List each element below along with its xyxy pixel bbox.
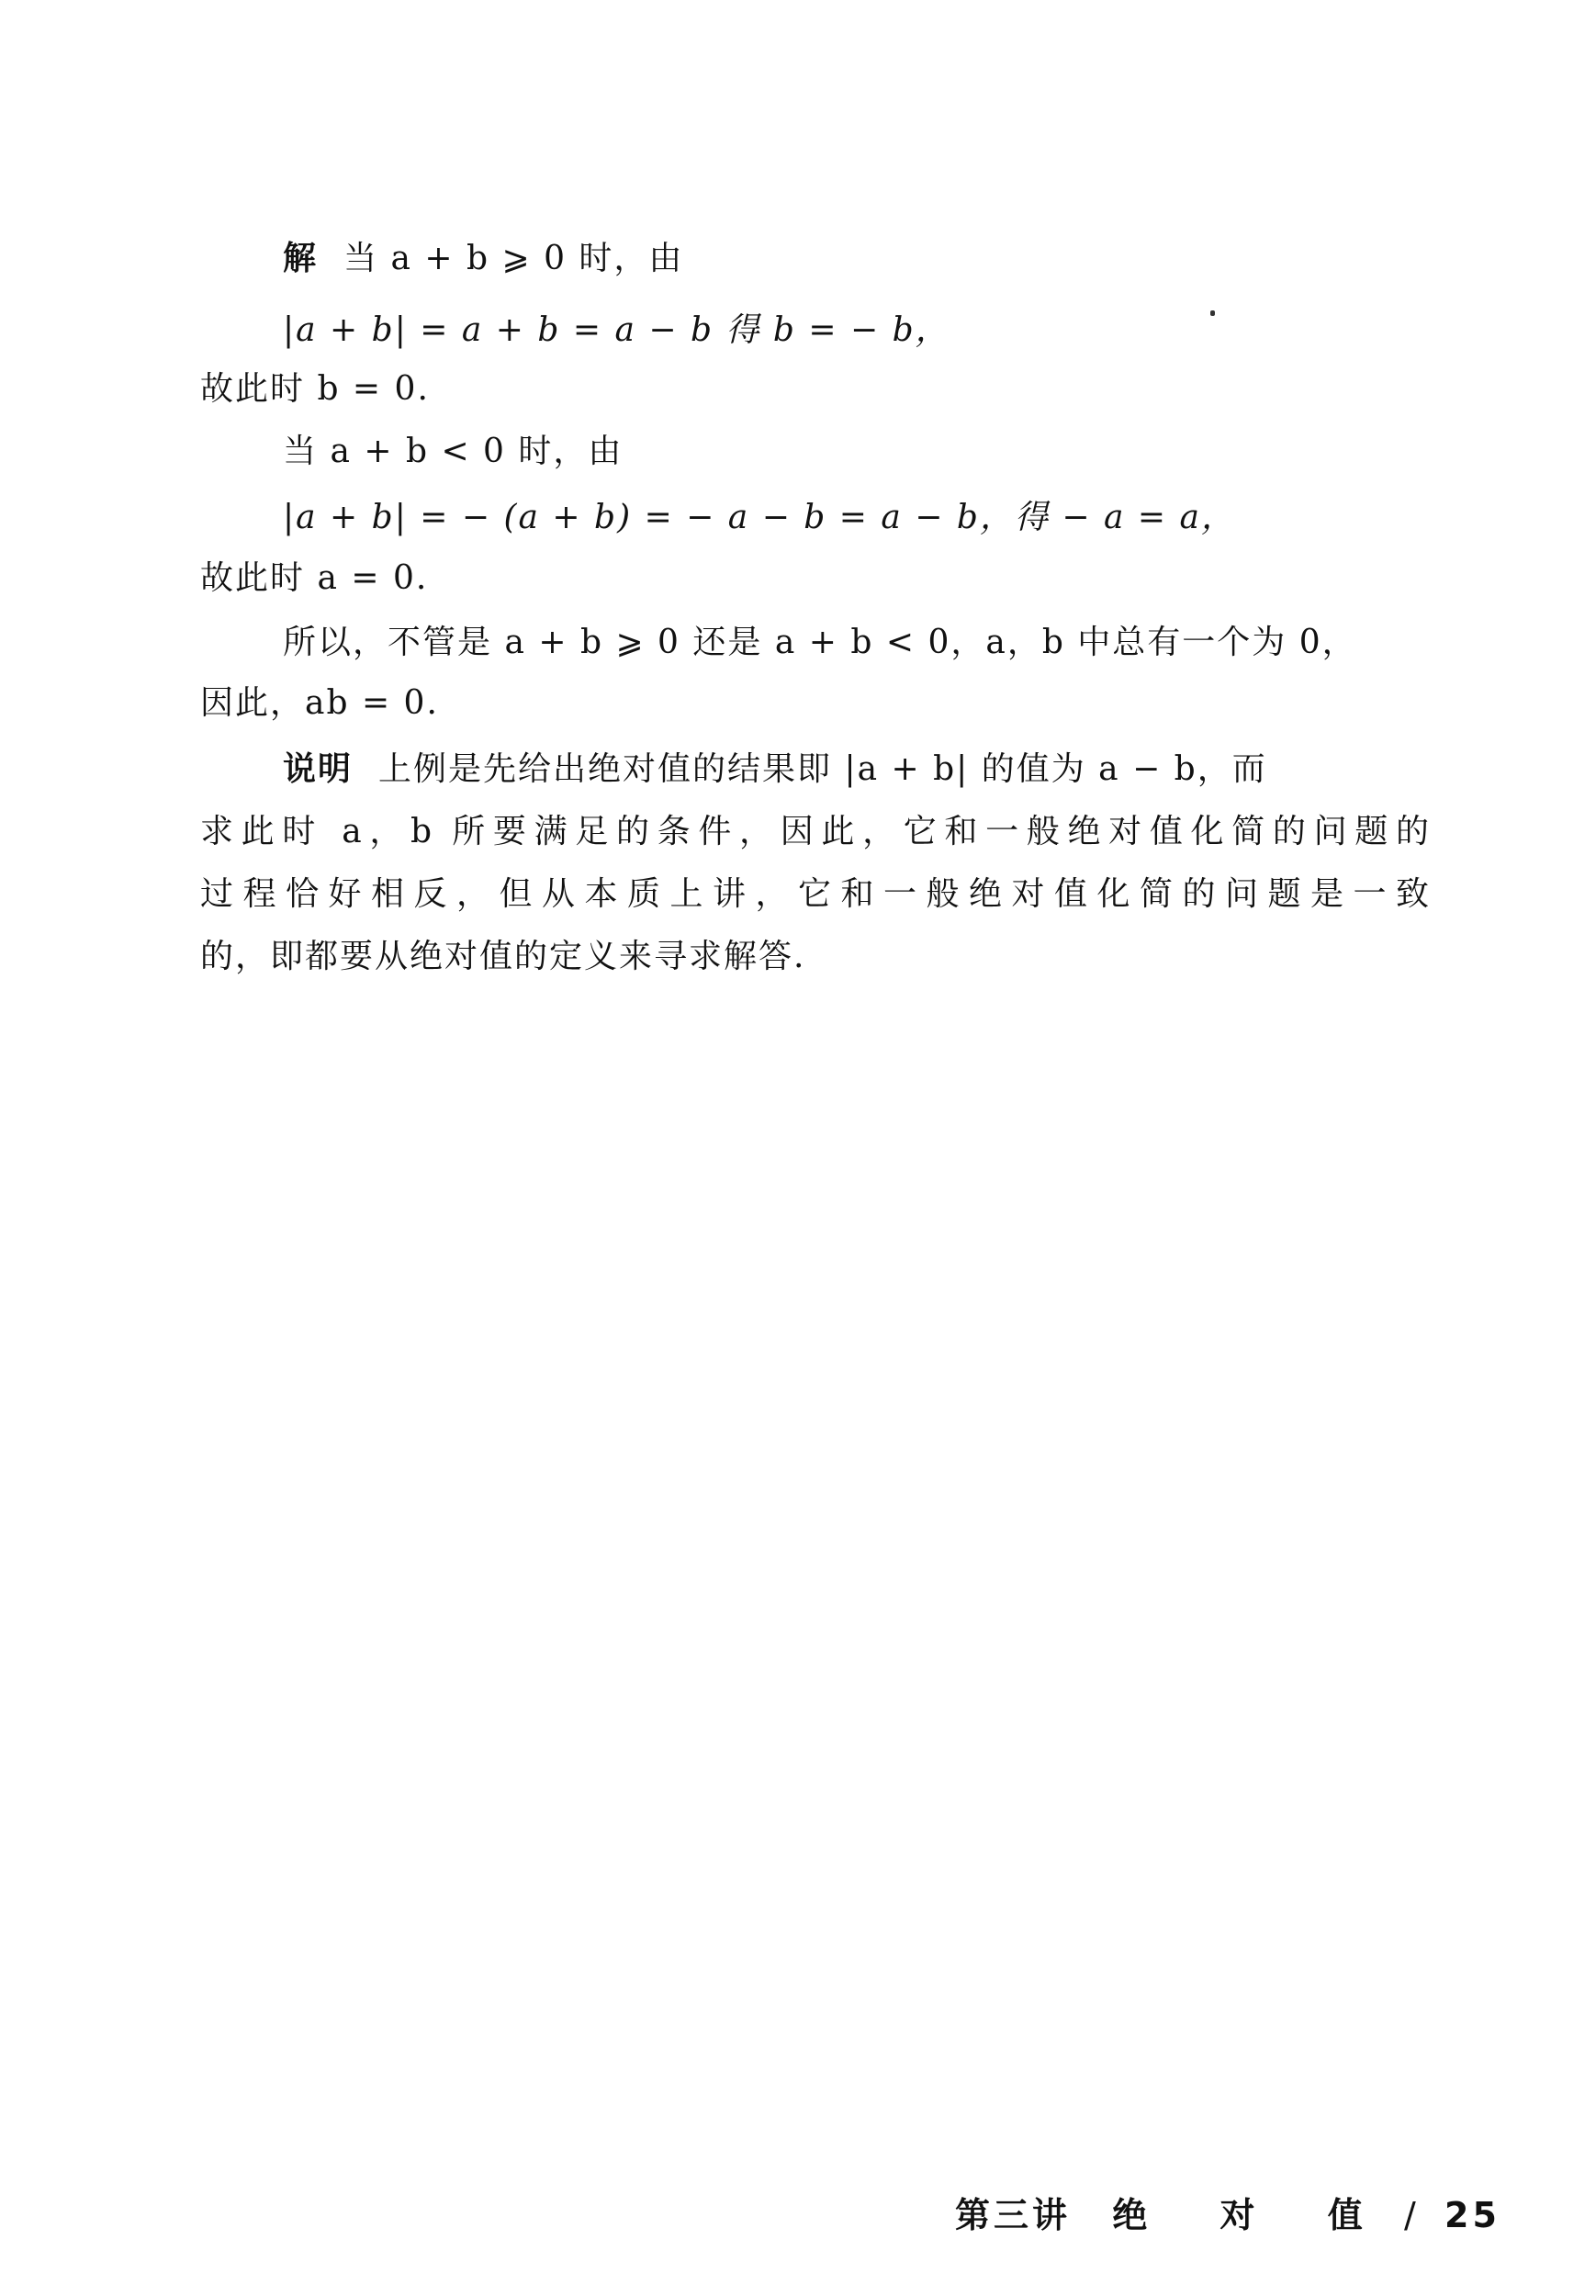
solution-text-1: 当 a + b ⩾ 0 时，由 bbox=[343, 240, 684, 277]
solution-text-5: |a + b| = − (a + b) = − a − b = a − b，得 − a = a， bbox=[283, 499, 1236, 536]
solution-text-7: 所以，不管是 a + b ⩾ 0 还是 a + b < 0，a，b 中总有一个为 0， bbox=[283, 624, 1357, 661]
solution-line-8 bbox=[200, 680, 439, 727]
note-line-1 bbox=[283, 746, 1267, 793]
solution-text-8: 因此，ab = 0. bbox=[200, 684, 439, 722]
footer-chapter: 第三讲 bbox=[955, 2195, 1072, 2235]
solution-text-3: 故此时 b = 0. bbox=[200, 370, 430, 408]
solution-line-6 bbox=[200, 555, 428, 602]
note-line-2 bbox=[200, 808, 1431, 856]
footer-topic: 绝 对 值 bbox=[1112, 2195, 1379, 2235]
solution-line-3 bbox=[200, 366, 430, 413]
note-text-3: 过程恰好相反，但从本质上讲，它和一般绝对值化简的问题是一致 bbox=[200, 875, 1431, 913]
solution-line-4 bbox=[283, 428, 623, 476]
note-text-2: 求此时 a，b 所要满足的条件，因此，它和一般绝对值化简的问题的 bbox=[200, 813, 1431, 850]
solution-line-2 bbox=[283, 307, 950, 355]
page-number: 25 bbox=[1444, 2195, 1500, 2235]
scan-speck bbox=[1210, 310, 1215, 316]
footer-separator: / bbox=[1403, 2195, 1420, 2235]
note-text-4: 的，即都要从绝对值的定义来寻求解答. bbox=[200, 938, 806, 975]
solution-text-6: 故此时 a = 0. bbox=[200, 559, 429, 597]
note-text-1: 上例是先给出绝对值的结果即 |a + b| 的值为 a − b，而 bbox=[378, 750, 1267, 788]
note-line-3 bbox=[200, 871, 1431, 918]
solution-text-2: |a + b| = a + b = a − b 得 b = − b， bbox=[283, 311, 950, 349]
solution-label: 解 bbox=[283, 240, 319, 277]
solution-text-4: 当 a + b < 0 时，由 bbox=[283, 433, 624, 470]
page-footer bbox=[955, 2191, 1500, 2239]
solution-line-1 bbox=[283, 235, 683, 283]
note-line-4 bbox=[200, 933, 805, 981]
solution-line-7 bbox=[283, 619, 1357, 667]
solution-line-5 bbox=[283, 494, 1236, 542]
note-label: 说明 bbox=[283, 750, 354, 788]
